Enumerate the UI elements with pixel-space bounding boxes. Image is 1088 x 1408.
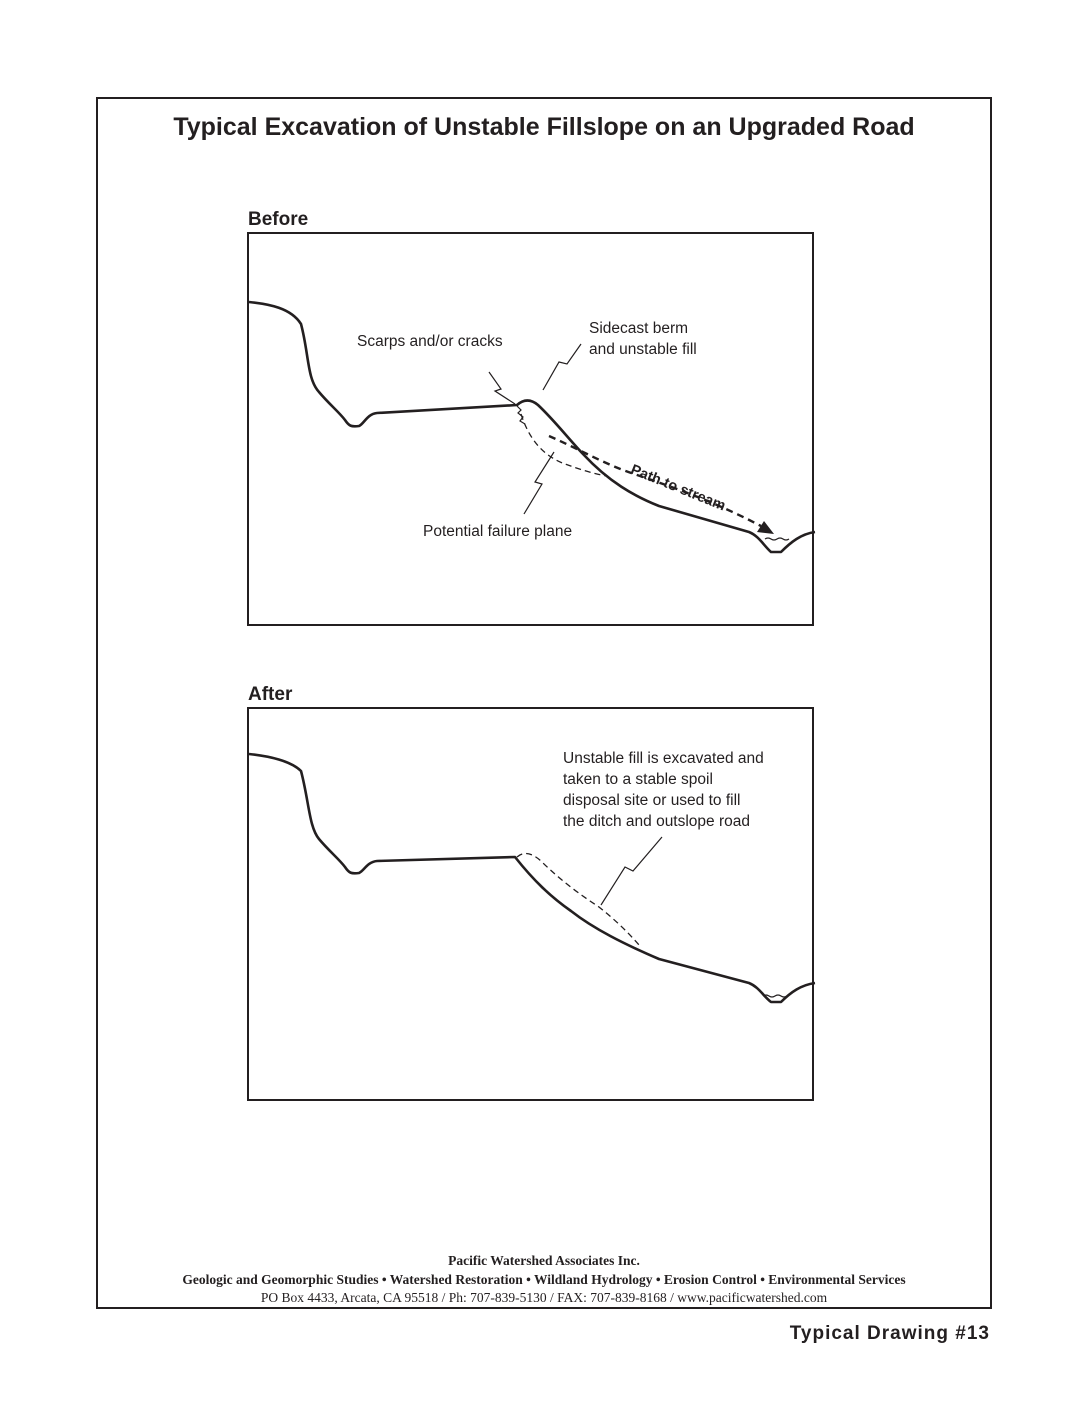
failure-label: Potential failure plane xyxy=(423,523,573,540)
footer-contact: PO Box 4433, Arcata, CA 95518 / Ph: 707-839-5130 / FAX: 707-839-8168 / www.pacificwatershed.com xyxy=(260,1290,828,1305)
page-title: Typical Excavation of Unstable Fillslope on an Upgraded Road xyxy=(173,113,915,141)
before-cross-section xyxy=(249,234,816,628)
excavation-label-line4: the ditch and outslope road xyxy=(563,813,750,830)
scarps-label: Scarps and/or cracks xyxy=(357,333,503,350)
path-arrowhead xyxy=(757,521,774,534)
after-label: After xyxy=(248,684,293,705)
before-panel xyxy=(247,232,814,626)
footer-company: Pacific Watershed Associates Inc. xyxy=(448,1253,640,1268)
former-fill-outline xyxy=(517,854,639,945)
footer-services: Geologic and Geomorphic Studies • Watershed Restoration • Wildland Hydrology • Erosion Control • Environmental Services xyxy=(182,1272,906,1287)
after-panel xyxy=(247,707,814,1101)
excavation-label-line1: Unstable fill is excavated and xyxy=(563,750,764,767)
excavation-label-line3: disposal site or used to fill xyxy=(563,792,741,809)
failure-leader xyxy=(524,452,554,514)
excavation-leader xyxy=(601,837,662,905)
before-ground-line xyxy=(249,302,815,552)
berm-label-line1: Sidecast berm xyxy=(589,320,689,337)
scarps-leader xyxy=(489,372,515,404)
before-label: Before xyxy=(248,209,309,230)
stream-water xyxy=(765,538,789,540)
path-label: Path to stream xyxy=(628,461,728,515)
berm-label-line2: and unstable fill xyxy=(589,341,697,358)
drawing-number: Typical Drawing #13 xyxy=(789,1323,990,1344)
berm-leader xyxy=(543,344,581,390)
excavation-label-line2: taken to a stable spoil xyxy=(563,771,713,788)
